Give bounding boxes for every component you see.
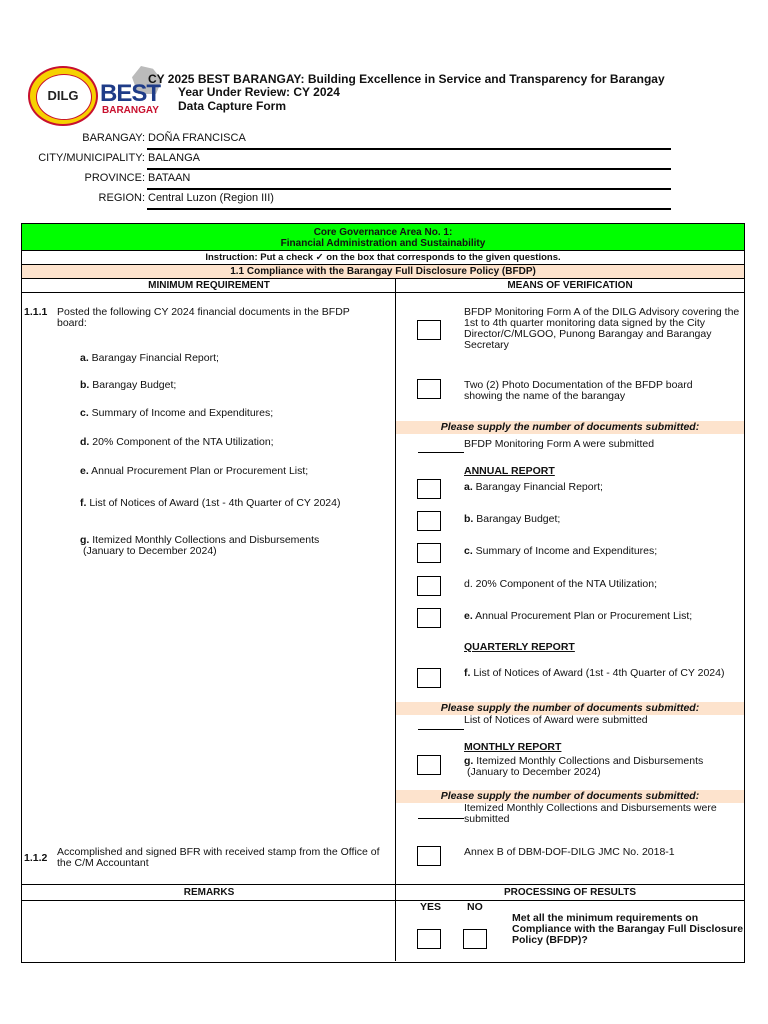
remarks-area[interactable] (23, 901, 394, 960)
city-label: CITY/MUNICIPALITY: (38, 152, 145, 164)
req-item-e: e. Annual Procurement Plan or Procurement List; (80, 465, 309, 477)
checkbox-mov-f[interactable] (417, 668, 441, 688)
req-item-g: g. Itemized Monthly Collections and Disbursements (January to December 2024) (80, 534, 320, 557)
instruction-text: Instruction: Put a check ✓ on the box that corresponds to the given questions. (205, 252, 561, 263)
processing-header: PROCESSING OF RESULTS (503, 887, 637, 898)
governance-area-no: Core Governance Area No. 1: (313, 227, 453, 238)
req-1-1-2-number: 1.1.2 (24, 852, 48, 864)
count-line-imcd[interactable] (418, 818, 464, 819)
checkbox-mov-d[interactable] (417, 576, 441, 596)
dilg-logo-text: DILG (47, 88, 79, 103)
mov-photo: Two (2) Photo Documentation of the BFDP board showing the name of the barangay (464, 379, 693, 402)
city-value[interactable]: BALANGA (148, 152, 200, 164)
mov-item-e: e. Annual Procurement Plan or Procurement List; (464, 610, 693, 622)
mov-item-g: g. Itemized Monthly Collections and Disbursements (January to December 2024) (464, 755, 704, 778)
province-underline (147, 188, 671, 190)
barangay-value[interactable]: DOÑA FRANCISCA (148, 132, 246, 144)
quarterly-report-heading: QUARTERLY REPORT (464, 641, 575, 653)
region-label: REGION: (98, 192, 145, 204)
req-1-1-1-number: 1.1.1 (24, 306, 48, 318)
indicator-row (22, 265, 744, 279)
form-name: Data Capture Form (178, 99, 287, 113)
governance-area-name: Financial Administration and Sustainability (280, 238, 486, 249)
barangay-logo-text: BARANGAY (102, 105, 159, 116)
req-item-a: a. Barangay Financial Report; (80, 352, 219, 364)
year-under-review: Year Under Review: CY 2024 (178, 85, 340, 99)
annual-report-heading: ANNUAL REPORT (464, 465, 555, 477)
barangay-label: BARANGAY: (82, 132, 145, 144)
mov-form-a: BFDP Monitoring Form A of the DILG Advisory covering the 1st to 4th quarter monitoring data signed by the City Director/C/MLGOO, Punong Barangay and Barangay Secretary (464, 306, 740, 351)
checkbox-annex-b[interactable] (417, 846, 441, 866)
checkbox-photo[interactable] (417, 379, 441, 399)
checkbox-mov-g[interactable] (417, 755, 441, 775)
instruction-row (22, 251, 744, 265)
checkbox-form-a[interactable] (417, 320, 441, 340)
mov-item-f: f. List of Notices of Award (1st - 4th Quarter of CY 2024) (464, 667, 725, 679)
mov-item-c: c. Summary of Income and Expenditures; (464, 545, 658, 557)
best-logo-text: BEST (100, 80, 161, 107)
province-label: PROVINCE: (84, 172, 145, 184)
min-req-header: MINIMUM REQUIREMENT (148, 280, 270, 291)
form-title: CY 2025 BEST BARANGAY: Building Excellence in Service and Transparency for Barangay (148, 72, 665, 86)
mov-item-d: d. 20% Component of the NTA Utilization; (464, 578, 657, 590)
checkbox-mov-b[interactable] (417, 511, 441, 531)
mov-item-b: b. Barangay Budget; (464, 513, 561, 525)
supply-prompt-3: Please supply the number of documents submitted: (396, 790, 744, 803)
checkbox-yes[interactable] (417, 929, 441, 949)
province-value[interactable]: BATAAN (148, 172, 191, 184)
governance-area-band (22, 224, 744, 251)
req-item-b: b. Barangay Budget; (80, 379, 177, 391)
mov-form-a-submitted: BFDP Monitoring Form A were submitted (464, 438, 655, 450)
no-label: NO (467, 901, 483, 913)
req-item-d: d. 20% Component of the NTA Utilization; (80, 436, 274, 448)
count-line-form-a[interactable] (418, 452, 464, 453)
count-line-noa[interactable] (418, 729, 464, 730)
checkbox-no[interactable] (463, 929, 487, 949)
checkbox-mov-a[interactable] (417, 479, 441, 499)
req-1-1-1-text: Posted the following CY 2024 financial documents in the BFDP board: (57, 306, 350, 329)
req-item-c: c. Summary of Income and Expenditures; (80, 407, 274, 419)
region-underline (147, 208, 671, 210)
yes-label: YES (420, 901, 442, 913)
mov-annex-b: Annex B of DBM-DOF-DILG JMC No. 2018-1 (464, 846, 675, 858)
mov-item-a: a. Barangay Financial Report; (464, 481, 603, 493)
dilg-logo (28, 66, 98, 126)
checkbox-mov-e[interactable] (417, 608, 441, 628)
req-1-1-2-text: Accomplished and signed BFR with received stamp from the Office of the C/M Accountant (57, 846, 380, 869)
req-item-f: f. List of Notices of Award (1st - 4th Quarter of CY 2024) (80, 497, 341, 509)
indicator-text: 1.1 Compliance with the Barangay Full Disclosure Policy (BFDP) (230, 266, 536, 277)
mov-imcd-submitted: Itemized Monthly Collections and Disbursements were submitted (464, 802, 717, 825)
monthly-report-heading: MONTHLY REPORT (464, 741, 562, 753)
mov-header: MEANS OF VERIFICATION (507, 280, 633, 291)
column-header-row (22, 279, 744, 293)
remarks-header: REMARKS (183, 887, 235, 898)
supply-prompt-2: Please supply the number of documents submitted: (396, 702, 744, 715)
mov-noa-submitted: List of Notices of Award were submitted (464, 714, 648, 726)
column-divider (395, 279, 396, 961)
checkbox-mov-c[interactable] (417, 543, 441, 563)
barangay-underline (147, 148, 671, 150)
supply-prompt-1: Please supply the number of documents submitted: (396, 421, 744, 434)
compliance-question: Met all the minimum requirements on Compliance with the Barangay Full Disclosure Policy (BFDP)? (512, 912, 744, 946)
region-value[interactable]: Central Luzon (Region III) (148, 192, 274, 204)
city-underline (147, 168, 671, 170)
footer-header-row (22, 884, 744, 901)
